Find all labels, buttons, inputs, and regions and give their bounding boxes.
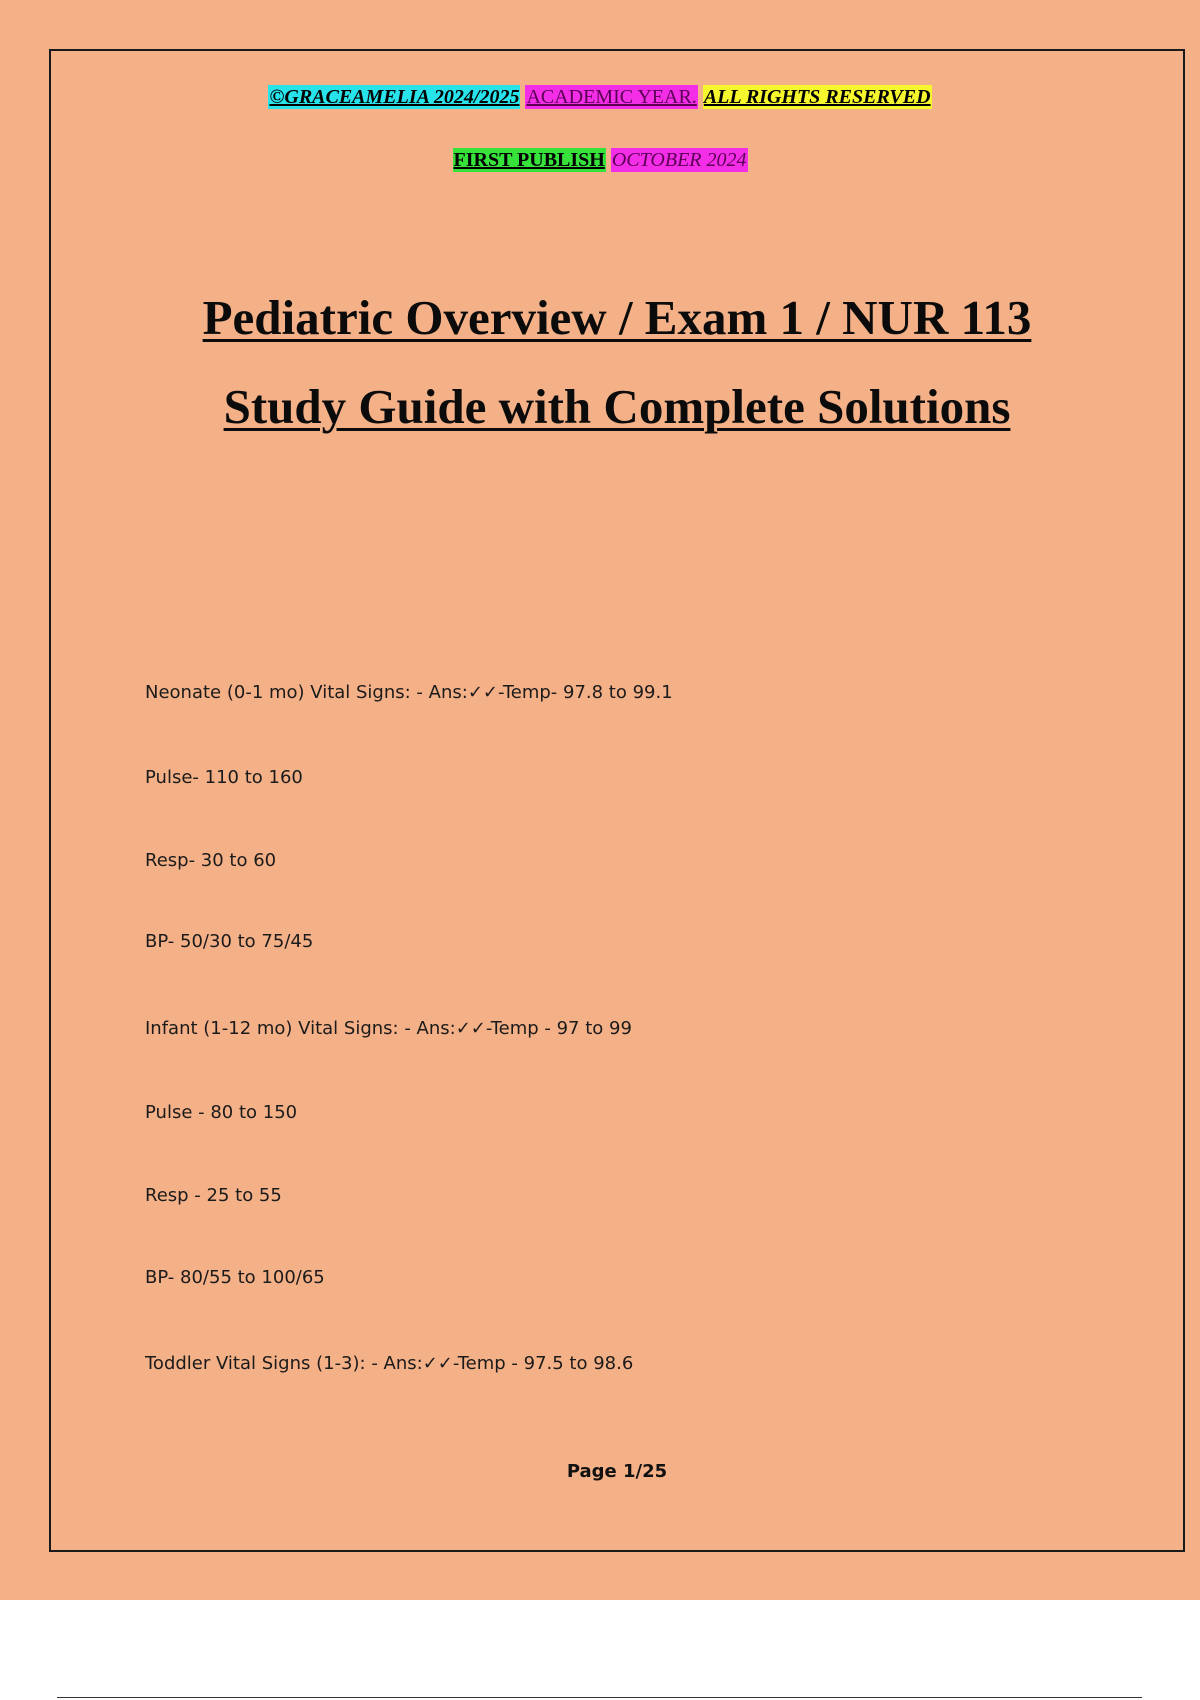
entry-neonate-bp: BP- 50/30 to 75/45 [145,931,314,952]
entry-neonate-pulse: Pulse- 110 to 160 [145,767,303,788]
copyright-header [0,84,1200,110]
document-title-line-1: Pediatric Overview / Exam 1 / NUR 113 [202,290,1032,345]
page-number: Page 1/25 [566,1461,668,1482]
document-title-line-2: Study Guide with Complete Solutions [223,379,1011,434]
next-page-divider [57,1697,1142,1698]
rights-reserved-text: ALL RIGHTS RESERVED [703,86,931,108]
entry-neonate-resp: Resp- 30 to 60 [145,850,277,871]
entry-infant-bp: BP- 80/55 to 100/65 [145,1267,325,1288]
entry-neonate-vitals: Neonate (0-1 mo) Vital Signs: - Ans:✓✓-Temp- 97.8 to 99.1 [145,682,673,703]
entry-infant-pulse: Pulse - 80 to 150 [145,1102,298,1123]
entry-infant-resp: Resp - 25 to 55 [145,1185,282,1206]
publish-date-text: OCTOBER 2024 [611,149,747,171]
entry-infant-vitals: Infant (1-12 mo) Vital Signs: - Ans:✓✓-Temp - 97 to 99 [145,1018,632,1039]
copyright-text: ©GRACEAMELIA 2024/2025 [269,86,520,108]
first-publish-text: FIRST PUBLISH [453,149,605,171]
academic-year-text: ACADEMIC YEAR. [526,86,697,108]
publish-header [0,147,1200,173]
entry-toddler-vitals: Toddler Vital Signs (1-3): - Ans:✓✓-Temp - 97.5 to 98.6 [145,1353,634,1374]
page-border-frame [49,49,1185,1552]
